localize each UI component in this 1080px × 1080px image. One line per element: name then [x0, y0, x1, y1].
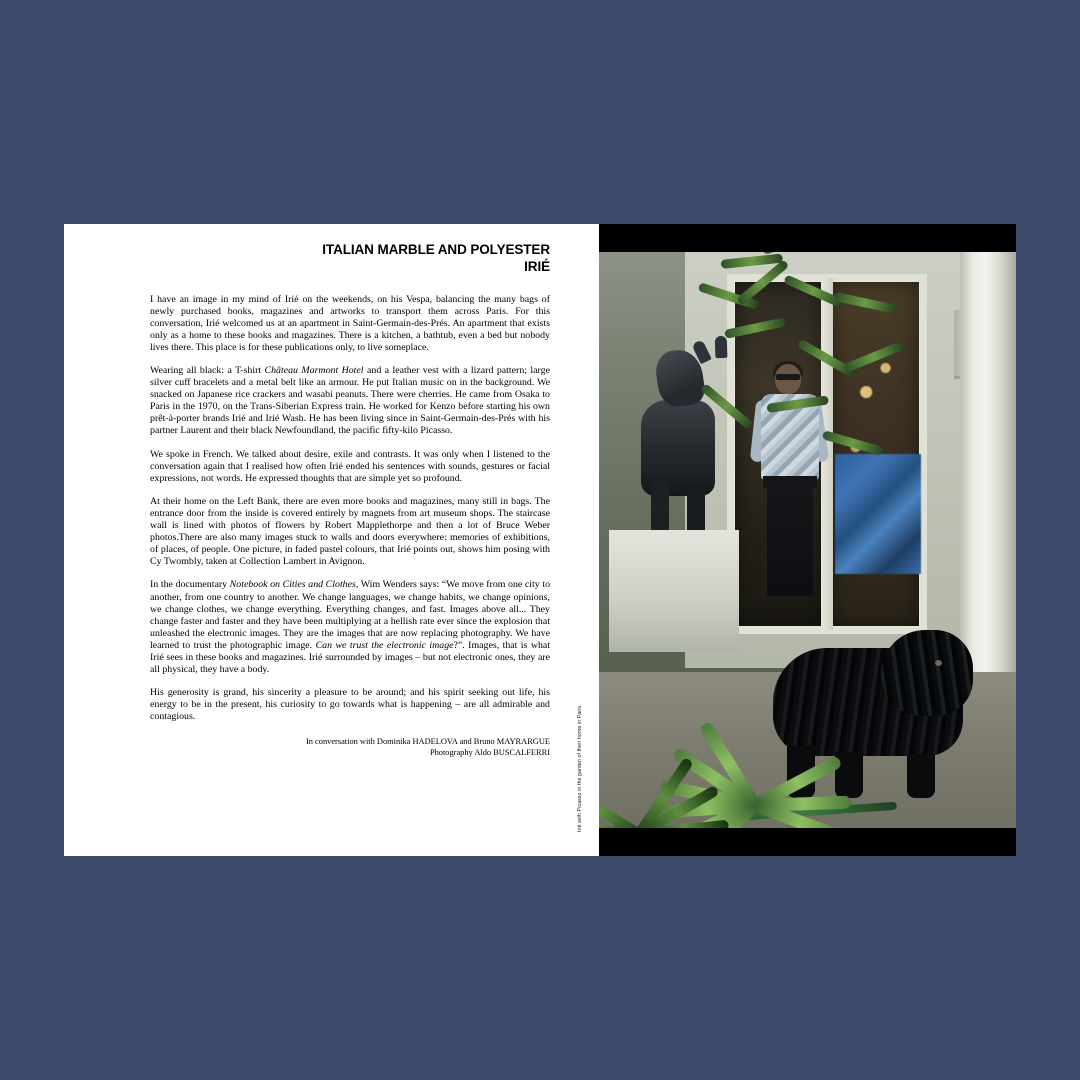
- article-paragraph: I have an image in my mind of Irié on the weekends, on his Vespa, balancing the many bags of newly purchased books, magazines and artworks to transport them across Paris. For this conversation, Irié welcomed us at an apartment in Saint-Germain-des-Prés. An apartment that exists only as a home to these books and magazines. There is a kitchen, a bathtub, even a bed but nobody lives there. This place is for these publications only, to live someplace.: [150, 293, 550, 353]
- photo-top-band: [599, 238, 1016, 252]
- photograph: [599, 238, 1016, 842]
- article-paragraph: We spoke in French. We talked about desire, exile and contrasts. It was only when I listened to the conversation again that I realised how often Irié ended his sentences with sounds, gestures or facial expressions, not words. He expressed thoughts that are simple yet so profound.: [150, 448, 550, 484]
- leaf: [843, 341, 904, 373]
- leaf: [783, 274, 843, 307]
- credit-interview: In conversation with Dominika HADELOVA and Bruno MAYRARGUE: [305, 737, 550, 747]
- photo-bottom-band: [599, 828, 1016, 842]
- photo-caption-vertical: [577, 602, 593, 832]
- bamboo-foliage: [695, 238, 915, 484]
- leaf: [700, 383, 753, 430]
- dog-head: [881, 630, 973, 716]
- leaf: [822, 430, 884, 456]
- article-paragraph: His generosity is grand, his sincerity a pleasure to be around; and his spirit seeking out life, his energy to be in the present, his curiosity to go towards what is happening – are all admirable and contagious.: [150, 687, 550, 723]
- page-title: [150, 241, 550, 276]
- credit-photography: Photography Aldo BUSCALFERRI: [429, 748, 550, 758]
- leaf: [766, 395, 829, 413]
- article-credits: [150, 737, 550, 758]
- leaf: [724, 317, 787, 339]
- headline-line-2: IRIÉ: [524, 259, 550, 275]
- photo-caption-text: Irié with Picasso in the garden of their home in Paris.: [577, 704, 583, 832]
- article-paragraph: At their home on the Left Bank, there are even more books and magazines, many still in bags. The entrance door from the inside is covered entirely by magnets from art museum shops. The staircase wall is lined with photos of flowers by Robert Mapplethorpe and then a lot of Bruce Weber photos.There are also many images stuck to walls and doors everywhere: memories of exhibitions, of places, of people. One picture, in faded pastel colours, that Irié points out, shows him posing with Cy Twombly, taken at Collection Lambert in Avignon.: [150, 495, 550, 568]
- leaf: [797, 339, 855, 378]
- leaf: [834, 292, 897, 314]
- dog-eye: [935, 660, 942, 666]
- dog-leg: [907, 754, 935, 798]
- headline-line-1: ITALIAN MARBLE AND POLYESTER: [322, 242, 550, 257]
- page-left: [64, 224, 599, 856]
- magazine-spread: [64, 224, 1016, 856]
- page-right: [599, 224, 1016, 856]
- article-paragraph: In the documentary Notebook on Cities and Clothes, Wim Wenders says: “We move from one city to another, from one country to another. We change languages, we change habits, we change opinions, we change clothes, we change everything. Everything changes, and fast. Images above all... They change faster and faster and they have been multiplying at a hellish rate ever since the explosion that unleashed the electronic images. They are the images that are now replacing photography. We have learned to trust the photographic image. Can we trust the electronic image?”. Images, that is what Irié sees in these books and magazines. Irié surrounded by images – but not electronic ones, they are all physical, they have a body.: [150, 579, 551, 676]
- article-text-column: [150, 241, 550, 759]
- article-paragraph: Wearing all black: a T-shirt Château Marmont Hotel and a leather vest with a lizard pattern; large silver cuff bracelets and a metal belt like an armour. He put Italian music on in the background. We snacked on Japanese rice crackers and wasabi peanuts. There were cherries. He came from Osaka to Paris in the 1970, on the Trans-Siberian Express train. He worked for Kenzo before starting his own prêt-à-porter brands Irié and Irié Wash. He has been living since in Saint-Germain-des-Prés with his partner Laurent and their black Newfoundland, the pacific fifty-kilo Picasso.: [150, 365, 550, 437]
- foreground-plant: [599, 636, 743, 842]
